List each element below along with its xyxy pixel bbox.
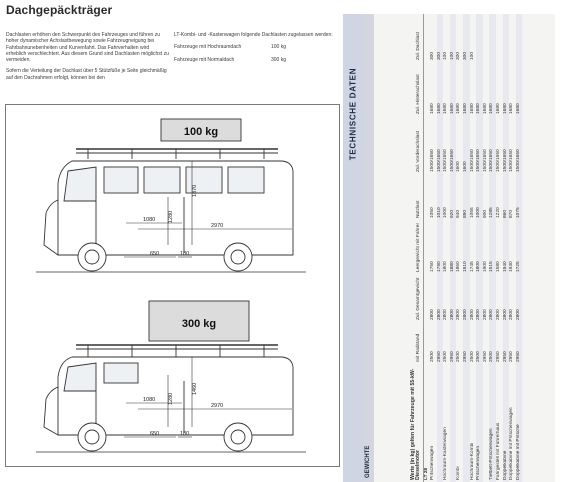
value-cell: 1680 — [482, 103, 488, 114]
roof-load-row-normal-roof — [174, 57, 286, 63]
value-cell: 2950 — [516, 322, 523, 364]
value-cell: 1500/1650 — [437, 116, 444, 174]
table-row — [423, 14, 430, 482]
value-cell: 1680 — [516, 62, 523, 116]
value-cell: 2800 — [463, 274, 470, 322]
column-header: Zul. Dachlast — [375, 14, 423, 62]
value-cell — [423, 174, 430, 220]
model-cell: Pritschenwagen — [476, 364, 483, 482]
weights-table — [375, 14, 522, 482]
model-cell: Pritschenwagen — [430, 445, 436, 480]
value-cell: 1500/1650 — [443, 149, 449, 172]
value-cell: 2500 — [443, 351, 449, 362]
value-cell: 1500/1650 — [503, 116, 510, 174]
value-cell: 1055 — [469, 207, 475, 218]
normal-roof-van-diagram — [36, 301, 306, 452]
value-cell — [503, 14, 510, 62]
model-cell — [450, 364, 457, 482]
column-header: Leergewicht mit Fahrer — [375, 220, 423, 274]
value-cell: 1515 — [489, 220, 496, 274]
normal-roof-dimensions — [143, 383, 223, 437]
value-cell: 1600 — [456, 161, 462, 172]
vehicle-diagram-frame — [5, 104, 340, 467]
dim-height-outer: 1870 — [192, 184, 198, 197]
value-cell — [423, 62, 430, 116]
value-cell — [423, 14, 430, 62]
table-row — [443, 14, 450, 482]
column-header: Zul. Vorderachslast — [375, 116, 423, 174]
table-heading: Werte (in kg) gelten für Fahrzeuge mit 55-kW-Dieselmotor — [409, 368, 422, 480]
value-cell: 2800 — [450, 274, 457, 322]
value-cell: 2800 — [443, 309, 449, 320]
table-row — [516, 14, 523, 482]
front-wheel — [78, 423, 106, 451]
technical-data-header — [343, 14, 363, 482]
vehicle-diagrams — [6, 105, 341, 468]
value-cell: 2500 — [430, 351, 436, 362]
value-cell: 300 — [463, 14, 470, 62]
value-cell: 890 — [463, 174, 470, 220]
model-cell: Hochraum-Kastenwagen — [443, 427, 449, 480]
table-row — [489, 14, 496, 482]
lt-roof-load-block — [174, 32, 340, 63]
roof-load-label-top: 100 kg — [183, 126, 219, 138]
roof-load-value: 300 kg — [270, 56, 286, 63]
value-cell: 1725 — [516, 220, 523, 274]
value-cell: 2950 — [450, 322, 457, 364]
value-cell: 2800 — [509, 309, 515, 320]
table-row — [470, 14, 477, 482]
value-cell: 1680 — [456, 103, 462, 114]
value-cell: 1010 — [437, 174, 444, 220]
value-cell: 1000 — [443, 207, 449, 218]
value-cell: 1050 — [430, 207, 436, 218]
weights-table-wrap — [363, 14, 555, 482]
model-cell: Doppelkabine mit Pritschenwagen — [509, 407, 515, 480]
value-cell: 920 — [450, 174, 457, 220]
front-wheel — [78, 243, 106, 271]
value-cell — [423, 220, 430, 274]
value-cell: 1860 — [456, 261, 462, 272]
table-row — [456, 14, 463, 482]
value-cell: 2500 — [476, 322, 483, 364]
value-cell: 1880 — [450, 220, 457, 274]
model-cell: Tiefbett-Pritschenwagen — [489, 364, 496, 482]
intro-paragraph-1: Dachlasten erhöhen den Schwerpunkt des Fahrzeuges und führen zu hoher dynamischer Achslastbewegung sowie Fahrzeugneigung bei Fahrbahnunebenheiten und Kurvenfahrt. Das Fahrverhalten wird erheblich verschlechtert. Aus diesem Grund sind Dachlasten möglichst zu vermeiden. — [6, 32, 169, 64]
value-cell: 1680 — [443, 103, 449, 114]
roof-load-label-bottom: 300 kg — [181, 318, 217, 330]
rear-wheel — [224, 243, 252, 271]
value-cell: 2950 — [503, 322, 510, 364]
value-cell: 2800 — [437, 274, 444, 322]
table-row — [450, 14, 457, 482]
value-cell — [483, 14, 490, 62]
model-cell: Kombi — [456, 466, 462, 480]
value-cell — [476, 14, 483, 62]
value-cell: 1500/1650 — [450, 116, 457, 174]
value-cell: 1680 — [437, 62, 444, 116]
dim-rack-width: 1080 — [143, 397, 156, 403]
table-row — [503, 14, 510, 482]
dim-height-inner: 1280 — [168, 210, 174, 223]
column-header: mit Radstand — [375, 322, 423, 364]
rear-wheel — [224, 423, 252, 451]
value-cell: 1745 — [469, 261, 475, 272]
technical-data-sidebar — [343, 14, 555, 482]
value-cell: 870 — [509, 209, 515, 218]
value-cell: 1910 — [463, 220, 470, 274]
value-cell: 1750 — [430, 261, 436, 272]
value-cell: 2800 — [469, 309, 475, 320]
model-cell — [437, 364, 444, 482]
value-cell: 2800 — [456, 309, 462, 320]
value-cell: 1500/1650 — [476, 116, 483, 174]
column-header: Zul. Gesamtgewicht — [375, 274, 423, 322]
value-cell: 1580 — [496, 261, 502, 272]
value-cell: 300 — [437, 14, 444, 62]
table-row — [509, 14, 516, 482]
value-cell: 1000 — [476, 174, 483, 220]
value-cell: 2500 — [489, 322, 496, 364]
roof-load-label: Fahrzeuge mit Normaldach — [174, 56, 235, 63]
value-cell: 1800 — [476, 220, 483, 274]
roof-load-value: 100 kg — [270, 44, 286, 51]
dim-front-offset: 650 — [150, 251, 160, 257]
page-title: Dachgepäckträger — [6, 3, 113, 17]
value-cell: 1940 — [503, 220, 510, 274]
value-cell: 1930 — [509, 261, 515, 272]
value-cell: 1220 — [496, 207, 502, 218]
model-cell — [463, 364, 470, 482]
roof-load-label: Fahrzeuge mit Hochraumdach — [174, 44, 242, 51]
value-cell: 2800 — [496, 309, 502, 320]
value-cell: 1500/1650 — [516, 116, 523, 174]
column-header: Nutzlast — [375, 174, 423, 220]
column-header — [375, 364, 423, 482]
value-cell: 1680 — [430, 103, 436, 114]
value-cell: 1680 — [496, 103, 502, 114]
value-cell: 1600 — [463, 116, 470, 174]
table-row — [496, 14, 503, 482]
model-cell: Hochraum-Kombi — [469, 442, 475, 480]
intro-paragraph-2: Sofern die Verteilung der Dachlast über 5 Stützfüße je Seite gleichmäßig auf den Dachrahmen erfolgt, können bei den — [6, 68, 167, 81]
dim-front-offset: 650 — [150, 431, 160, 437]
value-cell — [496, 14, 503, 62]
dim-rack-width: 1080 — [143, 217, 156, 223]
value-cell: 2950 — [463, 322, 470, 364]
value-cell: 2800 — [489, 274, 496, 322]
dim-height-inner: 1280 — [168, 392, 174, 405]
value-cell: 1680 — [489, 62, 496, 116]
value-cell: 2800 — [476, 274, 483, 322]
value-cell: 2800 — [482, 309, 488, 320]
model-cell: Fahrgestell mit Fahrerhaus — [496, 422, 502, 480]
value-cell: 2950 — [496, 351, 502, 362]
value-cell — [423, 274, 430, 322]
value-cell: 1500/1650 — [489, 116, 496, 174]
value-cell: 2500 — [469, 351, 475, 362]
value-cell — [489, 14, 496, 62]
value-cell: 100 — [469, 51, 475, 60]
table-row — [463, 14, 470, 482]
value-cell: 2950 — [509, 351, 515, 362]
value-cell: 1500/1650 — [496, 149, 502, 172]
value-cell: 1500/1650 — [509, 149, 515, 172]
value-cell: 1680 — [509, 103, 515, 114]
value-cell: 100 — [450, 14, 457, 62]
value-cell: 860 — [503, 174, 510, 220]
value-cell: 100 — [443, 51, 449, 60]
value-cell: 1500/1650 — [482, 149, 488, 172]
value-cell: 2800 — [503, 274, 510, 322]
value-cell — [509, 14, 516, 62]
value-cell: 1680 — [476, 62, 483, 116]
table-row — [476, 14, 483, 482]
value-cell: 1800 — [443, 261, 449, 272]
value-cell — [423, 322, 430, 364]
high-roof-van-diagram — [36, 119, 306, 272]
weights-section-heading: GEWICHTE — [363, 14, 374, 482]
value-cell: 300 — [456, 51, 462, 60]
value-cell: 940 — [456, 209, 462, 218]
weights-table-header — [375, 14, 423, 482]
model-cell: Doppelkabine — [503, 364, 510, 482]
value-cell: 2950 — [482, 351, 488, 362]
value-cell: 1790 — [437, 220, 444, 274]
roof-load-row-high-roof — [174, 44, 286, 50]
model-cell — [483, 364, 490, 482]
dim-rear-offset: 180 — [180, 251, 190, 257]
value-cell — [516, 14, 523, 62]
value-cell: 1500/1650 — [430, 149, 436, 172]
table-row — [437, 14, 444, 482]
model-cell: Doppelkabine mit Pritsche — [516, 364, 523, 482]
value-cell: 1680 — [450, 62, 457, 116]
value-cell: 1680 — [463, 62, 470, 116]
value-cell: 1680 — [503, 62, 510, 116]
high-roof-dimensions — [143, 185, 223, 257]
value-cell: 300 — [430, 51, 436, 60]
table-row — [483, 14, 490, 482]
value-cell: 1285 — [489, 174, 496, 220]
value-cell: 1900 — [482, 261, 488, 272]
dim-section-length: 2970 — [211, 223, 224, 229]
value-cell: 900 — [482, 209, 488, 218]
intro-text — [6, 32, 170, 81]
value-cell: 1075 — [516, 174, 523, 220]
dim-rear-offset: 180 — [180, 431, 190, 437]
model-cell: LT 28 — [423, 467, 429, 480]
value-cell: 2500 — [456, 351, 462, 362]
table-row — [430, 14, 437, 482]
value-cell: 2950 — [437, 322, 444, 364]
value-cell: 2800 — [430, 309, 436, 320]
dim-height-outer: 1460 — [192, 382, 198, 395]
lt-roof-load-text: LT-Kombi- und -Kastenwagen folgende Dachlasten zugelassen werden: — [174, 32, 333, 38]
value-cell: 1680 — [469, 103, 475, 114]
column-header: Zul. Hinterachslast — [375, 62, 423, 116]
value-cell: 2800 — [516, 274, 523, 322]
technical-data-title: TECHNISCHE DATEN — [348, 67, 358, 161]
value-cell — [423, 116, 430, 174]
value-cell: 1500/1650 — [469, 149, 475, 172]
dim-section-length: 2970 — [211, 403, 224, 409]
